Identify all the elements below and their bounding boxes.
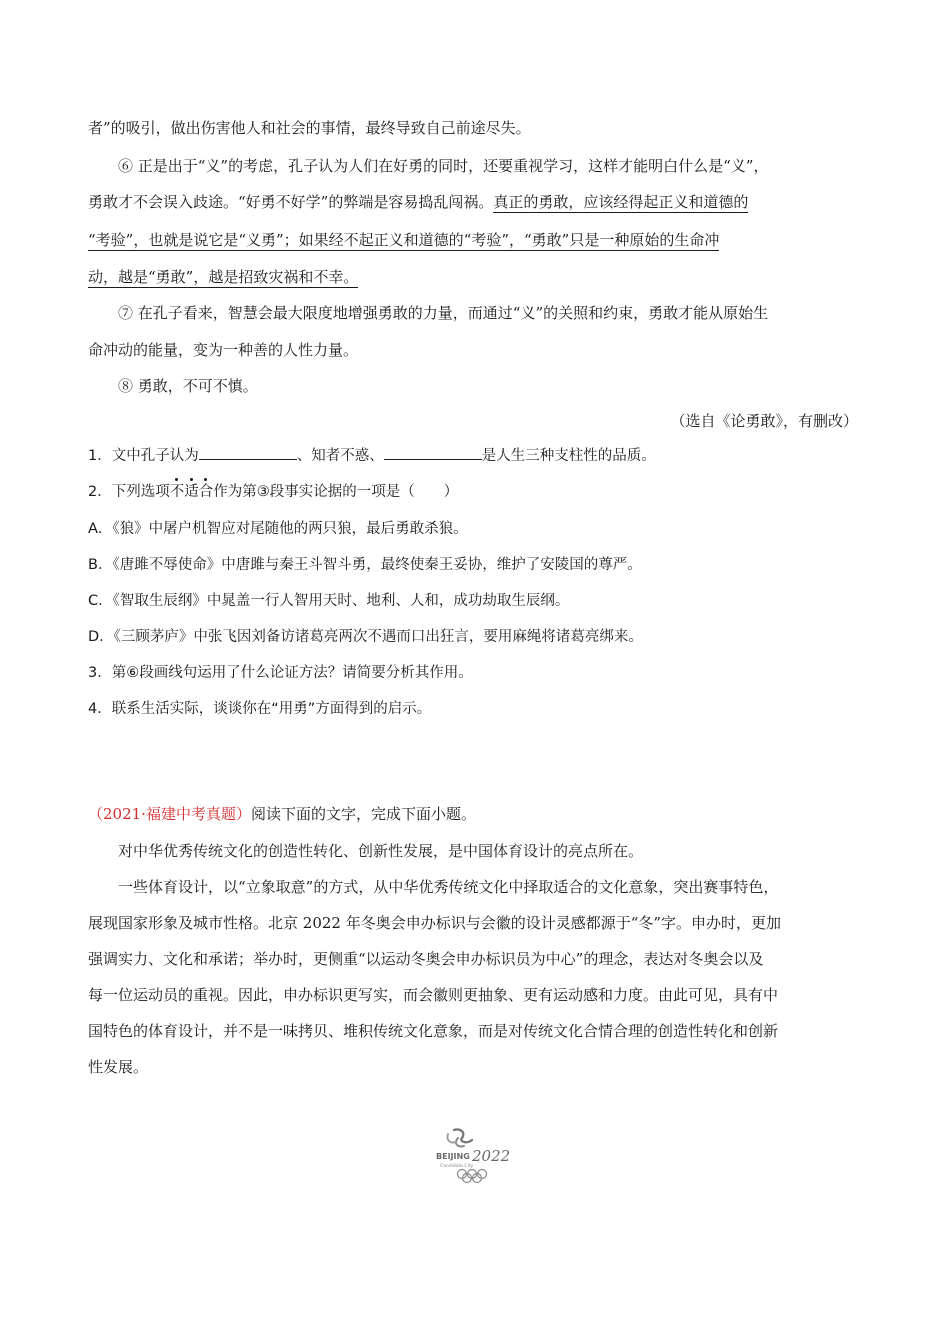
paragraph-7-line-1: ⑦ 在孔子看来，智慧会最大限度地增强勇敢的力量，而通过“义”的关照和约束，勇敢才能从原始生 bbox=[118, 304, 769, 322]
paragraph-8: ⑧ 勇敢，不可不慎。 bbox=[118, 377, 258, 395]
option-b: B．《唐雎不辱使命》中唐雎与秦王斗智斗勇，最终使秦王妥协，维护了安陵国的尊严。 bbox=[88, 557, 642, 573]
option-d: D．《三顾茅庐》中张飞因刘备访诸葛亮两次不遇而口出狂言，要用麻绳将诸葛亮绑来。 bbox=[88, 629, 643, 645]
beijing-2022-logo-icon bbox=[434, 1126, 524, 1184]
paragraph-7-line-2: 命冲动的能量，变为一种善的人性力量。 bbox=[88, 341, 359, 359]
question-2: 2．下列选项不适合作为第③段事实论据的一项是（ ） bbox=[88, 484, 459, 500]
emphasis-dot-char: 不 bbox=[169, 484, 185, 500]
answer-blank-1[interactable] bbox=[199, 445, 297, 460]
underlined-sentence: “考验”，也就是说它是“义勇”；如果经不起正义和道德的“考验”，“勇敢”只是一种原始的生命冲 bbox=[88, 231, 720, 249]
option-c: C．《智取生辰纲》中晁盖一行人智用天时、地利、人和，成功劫取生辰纲。 bbox=[88, 593, 570, 609]
passage2-paragraph-1: 对中华优秀传统文化的创造性转化、创新性发展，是中国体育设计的亮点所在。 bbox=[118, 842, 644, 860]
logo-city-text: BEIJING bbox=[436, 1152, 470, 1161]
paragraph-6-line-4 bbox=[88, 266, 358, 288]
emphasis-dot-char: 合 bbox=[198, 484, 214, 500]
olympic-rings-icon bbox=[458, 1170, 487, 1183]
passage2-paragraph-2-line-6: 性发展。 bbox=[88, 1058, 149, 1076]
option-a: A．《狼》中屠户机智应对尾随他的两只狼，最后勇敢杀狼。 bbox=[88, 521, 468, 537]
answer-blank-2[interactable] bbox=[384, 445, 482, 460]
question-1: 1．文中孔子认为 、知者不惑、 是人生三种支柱性的品质。 bbox=[88, 445, 656, 467]
paragraph-5-tail: 者”的吸引，做出伤害他人和社会的事情，最终导致自己前途尽失。 bbox=[88, 119, 531, 137]
emphasis-dot-char: 适 bbox=[184, 484, 199, 500]
question-3: 3．第⑥段画线句运用了什么论证方法？请简要分析其作用。 bbox=[88, 665, 473, 681]
passage2-paragraph-2-line-3: 强调实力、文化和承诺；举办时，更侧重“以运动冬奥会申办标识员为中心”的理念，表达对冬奥会以及 bbox=[88, 950, 764, 968]
passage2-paragraph-2-line-1: 一些体育设计，以“立象取意”的方式，从中华优秀传统文化中择取适合的文化意象，突出赛事特色， bbox=[118, 878, 779, 896]
underlined-sentence: 真正的勇敢，应该经得起正义和道德的 bbox=[493, 193, 749, 211]
passage2-paragraph-2-line-5: 国特色的体育设计，并不是一味拷贝、堆积传统文化意象，而是对传统文化合情合理的创造性转化和创新 bbox=[88, 1022, 779, 1040]
passage2-paragraph-2-line-2: 展现国家形象及城市性格。北京 2022 年冬奥会申办标识与会徽的设计灵感都源于“冬”字。申办时，更加 bbox=[88, 914, 782, 932]
logo-sub-text: Candidate City bbox=[440, 1164, 474, 1169]
paragraph-6-line-3 bbox=[88, 229, 719, 251]
section-heading: （2021·福建中考真题）阅读下面的文字，完成下面小题。 bbox=[88, 805, 476, 823]
paragraph-6-line-1: ⑥ 正是出于“义”的考虑，孔子认为人们在好勇的同时，还要重视学习，这样才能明白什么是“义”， bbox=[118, 157, 769, 175]
question-4: 4．联系生活实际，谈谈你在“用勇”方面得到的启示。 bbox=[88, 701, 432, 717]
beijing-2022-candidate-logo bbox=[434, 1126, 524, 1184]
passage2-paragraph-2-line-4: 每一位运动员的重视。因此，申办标识更写实，而会徽则更抽象、更有运动感和力度。由此可见，具有中 bbox=[88, 986, 779, 1004]
underlined-sentence: 动，越是“勇敢”，越是招致灾祸和不幸。 bbox=[88, 268, 359, 286]
logo-year-text: 2022 bbox=[472, 1147, 511, 1165]
source-citation: （选自《论勇敢》，有删改） bbox=[670, 412, 858, 430]
exam-source-tag: （2021·福建中考真题） bbox=[88, 805, 251, 823]
paragraph-6-line-2: 勇敢才不会误入歧途。“好勇不好学”的弊端是容易捣乱闯祸。真正的勇敢，应该经得起正义和道德的 bbox=[88, 193, 749, 211]
